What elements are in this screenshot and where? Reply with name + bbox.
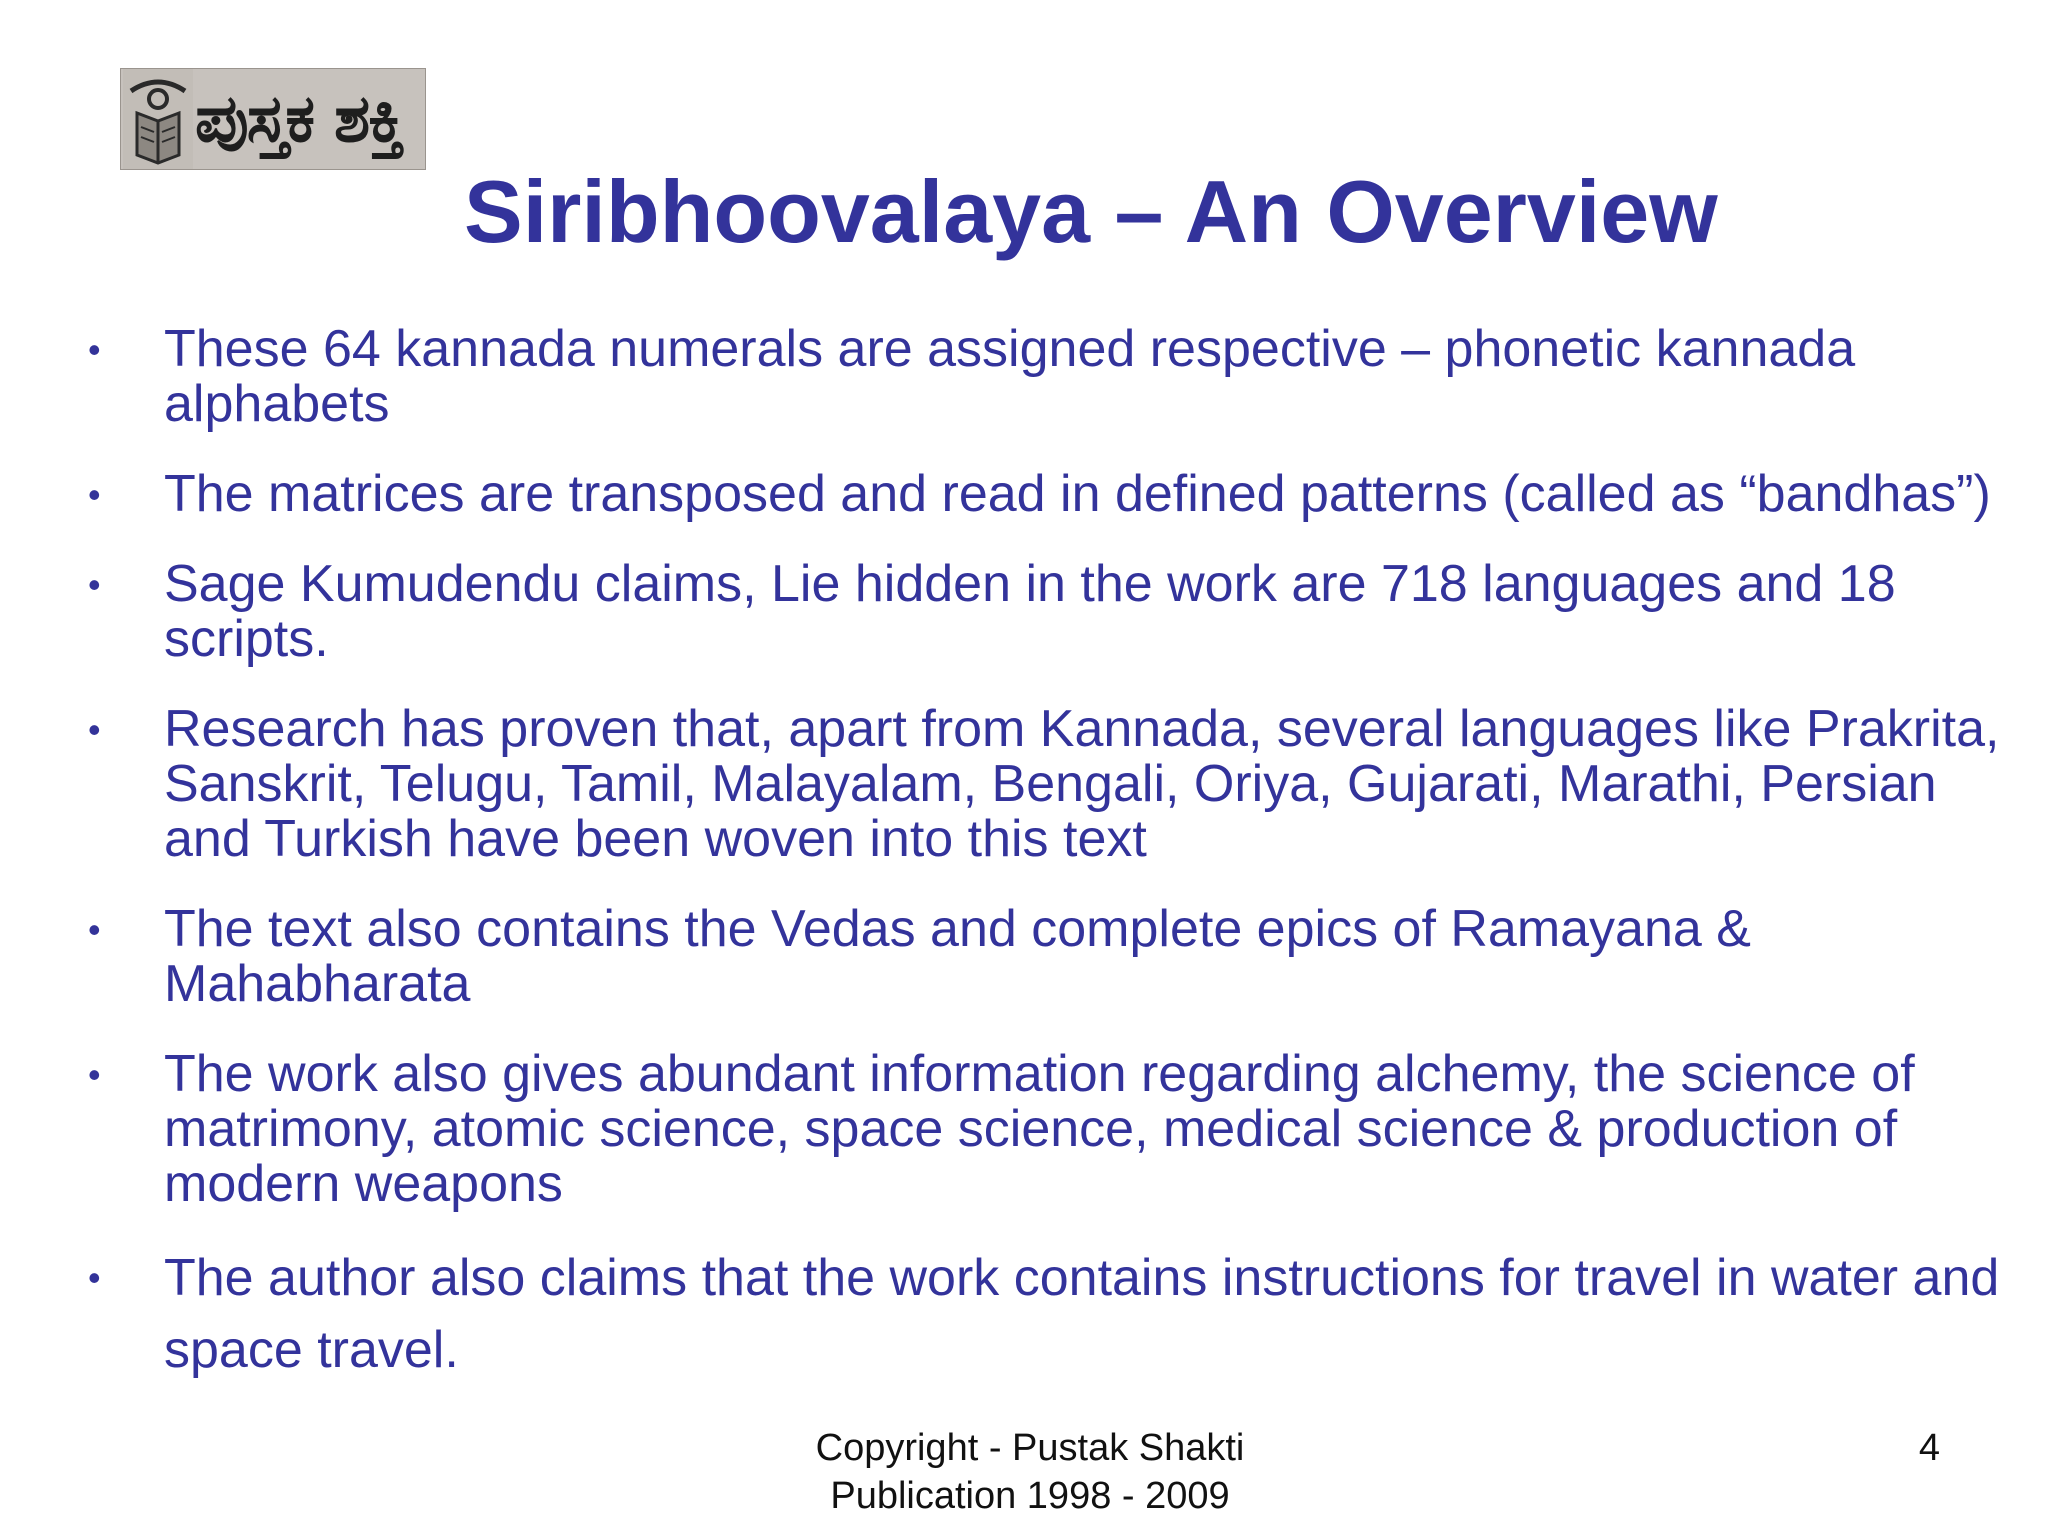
bullet-marker: •	[88, 474, 101, 515]
bullet-text: The work also gives abundant information regarding alchemy, the science of matrimony, atomic science, space science, medical science & production of modern weapons	[164, 1045, 1915, 1213]
bullet-item	[80, 702, 2020, 867]
bullet-item	[80, 467, 2020, 522]
bullet-item	[80, 322, 2020, 432]
bullet-item	[80, 1242, 2020, 1386]
bullet-text: Research has proven that, apart from Kannada, several languages like Prakrita, Sanskrit, Telugu, Tamil, Malayalam, Bengali, Oriya, Gujarati, Marathi, Persian and Turkish have been woven into this text	[164, 700, 2000, 868]
footer-copyright	[760, 1424, 1300, 1520]
bullet-marker: •	[88, 564, 101, 605]
bullet-marker: •	[88, 709, 101, 750]
bullet-marker: •	[88, 329, 101, 370]
bullet-text: The author also claims that the work contains instructions for travel in water and space travel.	[164, 1249, 2000, 1379]
bullet-item	[80, 1047, 2020, 1212]
bullet-text: These 64 kannada numerals are assigned respective – phonetic kannada alphabets	[164, 320, 1856, 433]
bullet-marker: •	[88, 909, 101, 950]
publisher-logo	[120, 68, 426, 170]
bullet-item	[80, 557, 2020, 667]
bullet-text: Sage Kumudendu claims, Lie hidden in the work are 718 languages and 18 scripts.	[164, 555, 1896, 668]
bullet-text: The matrices are transposed and read in defined patterns (called as “bandhas”)	[164, 465, 1991, 523]
copyright-line: Copyright - Pustak Shakti	[815, 1427, 1245, 1469]
bullet-marker: •	[88, 1054, 101, 1095]
bullet-item	[80, 902, 2020, 1012]
bullet-text: The text also contains the Vedas and complete epics of Ramayana & Mahabharata	[164, 900, 1751, 1013]
bullet-list	[80, 322, 2020, 1421]
slide-title: Siribhoovalaya – An Overview	[464, 162, 1718, 261]
publication-line: Publication 1998 - 2009	[830, 1475, 1230, 1517]
page-number: 4	[1918, 1427, 1940, 1469]
logo-wordmark: ಪುಸ್ತಕ ಶಕ್ತಿ	[195, 80, 403, 157]
bullet-marker: •	[88, 1257, 101, 1298]
book-emblem-icon	[123, 69, 193, 169]
